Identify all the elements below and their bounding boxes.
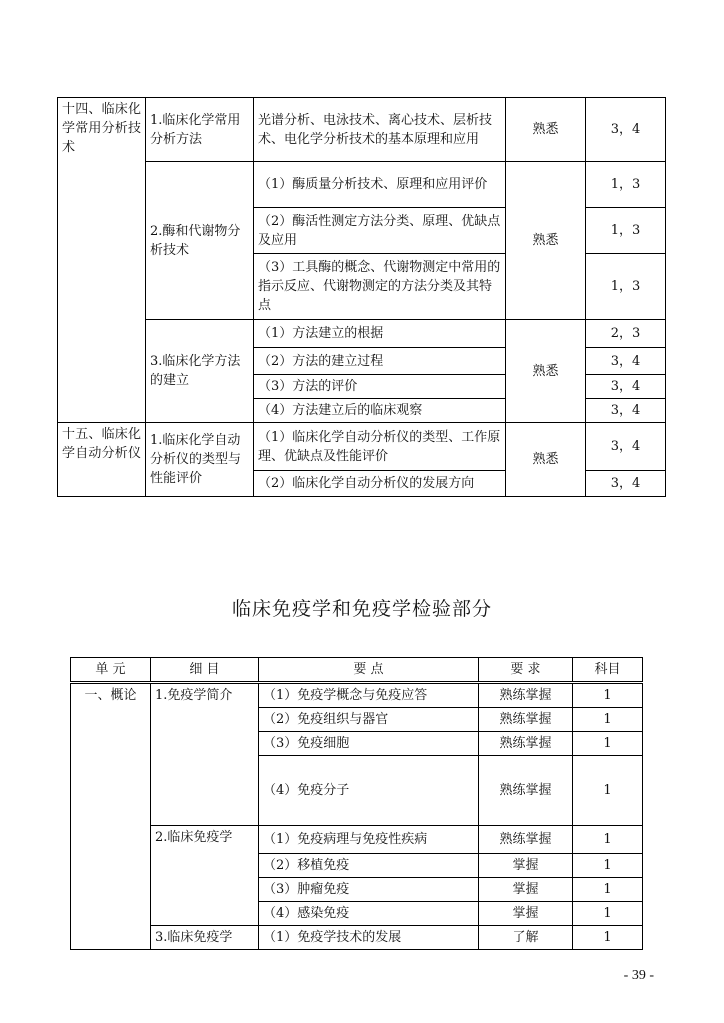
table-row xyxy=(58,98,666,162)
subject-cell: 3，4 xyxy=(586,98,666,162)
point-cell: （1）临床化学自动分析仪的类型、工作原理、优缺点及性能评价 xyxy=(254,423,506,471)
point-cell: （1）免疫学技术的发展 xyxy=(259,926,479,950)
table-header-row xyxy=(71,658,643,683)
point-cell: （4）方法建立后的临床观察 xyxy=(254,399,506,423)
detail-cell: 1.免疫学简介 xyxy=(151,683,259,826)
point-cell: （2）临床化学自动分析仪的发展方向 xyxy=(254,471,506,497)
point-cell: （2）免疫组织与器官 xyxy=(259,708,479,732)
point-cell: （2）酶活性测定方法分类、原理、优缺点及应用 xyxy=(254,208,506,254)
point-cell: （2）移植免疫 xyxy=(259,854,479,878)
point-cell: （1）免疫学概念与免疫应答 xyxy=(259,683,479,708)
point-cell: （1）方法建立的根据 xyxy=(254,320,506,348)
subject-cell: 1 xyxy=(573,854,643,878)
table-row xyxy=(58,162,666,208)
subject-cell: 2，3 xyxy=(586,320,666,348)
point-cell: （3）肿瘤免疫 xyxy=(259,878,479,902)
point-cell: （4）感染免疫 xyxy=(259,902,479,926)
point-cell: （3）免疫细胞 xyxy=(259,732,479,756)
level-cell: 熟练掌握 xyxy=(479,683,573,708)
header-detail: 细 目 xyxy=(151,658,259,683)
page-number: - 39 - xyxy=(623,968,654,983)
level-cell: 掌握 xyxy=(479,854,573,878)
detail-cell: 3.临床化学方法的建立 xyxy=(146,320,254,423)
point-cell: （1）免疫病理与免疫性疾病 xyxy=(259,826,479,854)
header-level: 要 求 xyxy=(479,658,573,683)
level-cell: 熟悉 xyxy=(506,423,586,497)
point-cell: （2）方法的建立过程 xyxy=(254,348,506,375)
point-cell: （1）酶质量分析技术、原理和应用评价 xyxy=(254,162,506,208)
subject-cell: 1 xyxy=(573,683,643,708)
unit-cell: 十五、临床化学自动分析仪 xyxy=(58,423,146,497)
unit-cell: 一、概论 xyxy=(71,683,151,950)
exam-syllabus-table-immunology xyxy=(70,657,643,950)
exam-syllabus-table-chemistry xyxy=(57,97,666,497)
table-row xyxy=(58,320,666,348)
subject-cell: 1 xyxy=(573,902,643,926)
level-cell: 熟练掌握 xyxy=(479,826,573,854)
header-point: 要 点 xyxy=(259,658,479,683)
level-cell: 熟练掌握 xyxy=(479,708,573,732)
subject-cell: 1 xyxy=(573,878,643,902)
subject-cell: 1 xyxy=(573,732,643,756)
table-row xyxy=(71,826,643,854)
header-subject: 科目 xyxy=(573,658,643,683)
detail-cell: 3.临床免疫学 xyxy=(151,926,259,950)
subject-cell: 1 xyxy=(573,756,643,826)
subject-cell: 1 xyxy=(573,826,643,854)
detail-cell: 2.酶和代谢物分析技术 xyxy=(146,162,254,320)
level-cell: 了解 xyxy=(479,926,573,950)
subject-cell: 3，4 xyxy=(586,399,666,423)
point-cell: 光谱分析、电泳技术、离心技术、层析技术、电化学分析技术的基本原理和应用 xyxy=(254,98,506,162)
subject-cell: 1 xyxy=(573,708,643,732)
table-row xyxy=(71,683,643,708)
level-cell: 掌握 xyxy=(479,878,573,902)
point-cell: （4）免疫分子 xyxy=(259,756,479,826)
point-cell: （3）工具酶的概念、代谢物测定中常用的指示反应、代谢物测定的方法分类及其特点 xyxy=(254,254,506,320)
subject-cell: 3，4 xyxy=(586,375,666,399)
detail-cell: 1.临床化学常用分析方法 xyxy=(146,98,254,162)
table-row xyxy=(71,926,643,950)
unit-cell: 十四、临床化学常用分析技术 xyxy=(58,98,146,423)
point-cell: （3）方法的评价 xyxy=(254,375,506,399)
subject-cell: 3，4 xyxy=(586,423,666,471)
level-cell: 熟练掌握 xyxy=(479,732,573,756)
level-cell: 熟悉 xyxy=(506,320,586,423)
detail-cell: 2.临床免疫学 xyxy=(151,826,259,926)
subject-cell: 3，4 xyxy=(586,471,666,497)
subject-cell: 1，3 xyxy=(586,254,666,320)
level-cell: 熟悉 xyxy=(506,162,586,320)
subject-cell: 1，3 xyxy=(586,162,666,208)
section-title: 临床免疫学和免疫学检验部分 xyxy=(231,598,492,620)
subject-cell: 3，4 xyxy=(586,348,666,375)
subject-cell: 1，3 xyxy=(586,208,666,254)
header-unit: 单 元 xyxy=(71,658,151,683)
detail-cell: 1.临床化学自动分析仪的类型与性能评价 xyxy=(146,423,254,497)
table-row xyxy=(58,423,666,471)
level-cell: 熟练掌握 xyxy=(479,756,573,826)
level-cell: 掌握 xyxy=(479,902,573,926)
level-cell: 熟悉 xyxy=(506,98,586,162)
subject-cell: 1 xyxy=(573,926,643,950)
